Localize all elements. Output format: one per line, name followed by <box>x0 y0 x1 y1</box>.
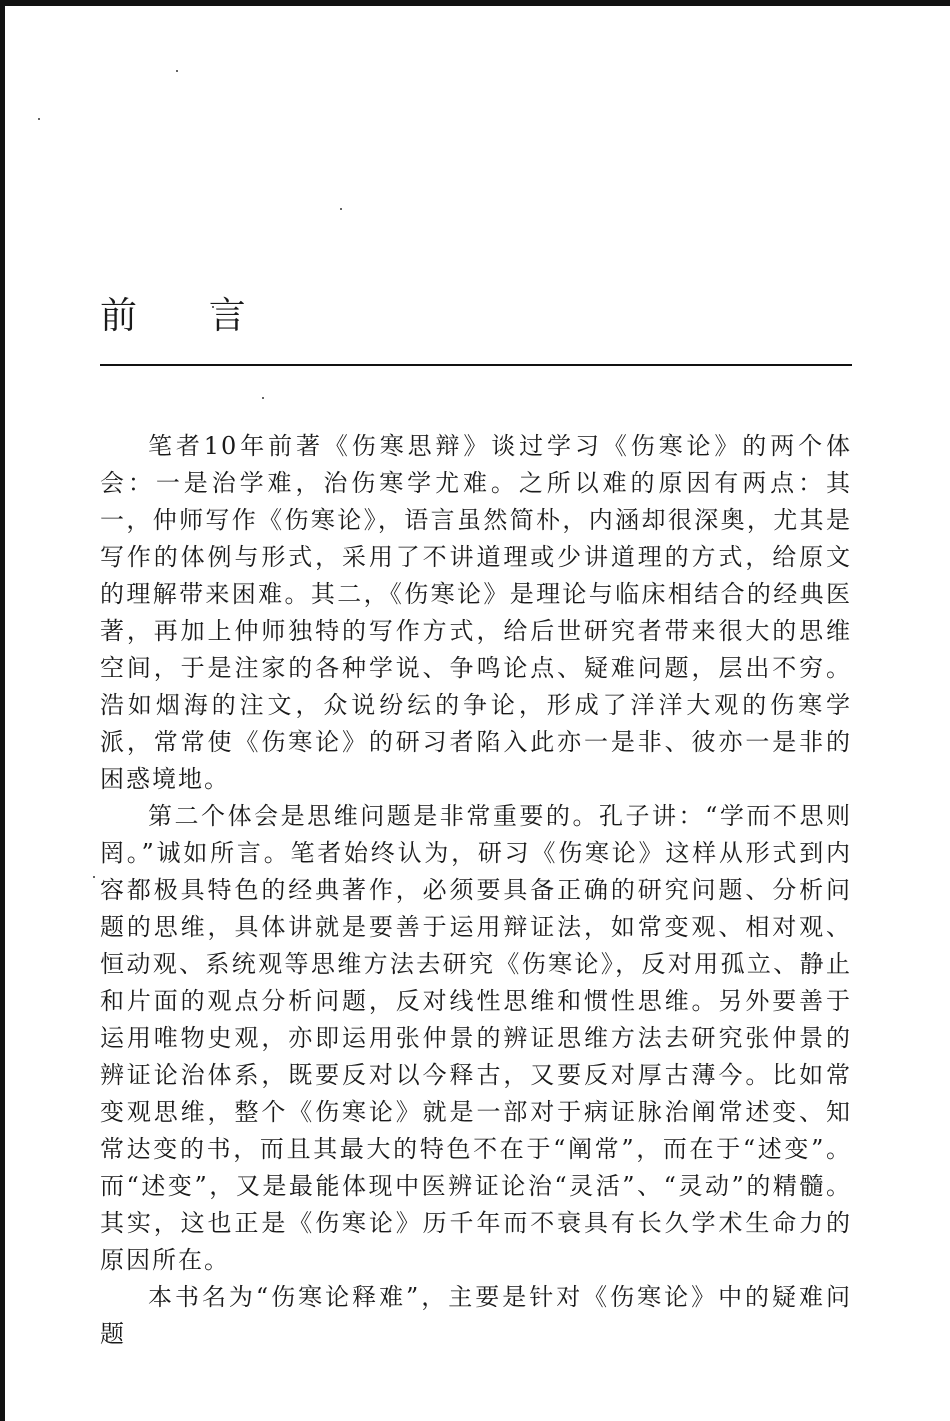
scan-speck <box>38 118 40 120</box>
page-title: 前 言 <box>100 294 276 337</box>
scan-left-border <box>0 0 5 1421</box>
paragraph: 本书名为“伤寒论释难”，主要是针对《伤寒论》中的疑难问题 <box>100 1283 852 1348</box>
scan-speck <box>340 208 342 210</box>
scan-speck <box>93 876 95 878</box>
scan-speck <box>262 397 264 399</box>
title-underline <box>100 364 852 366</box>
body-text <box>100 428 852 1353</box>
paragraph: 笔者10年前著《伤寒思辩》谈过学习《伤寒论》的两个体会：一是治学难，治伤寒学尤难。之所以难的原因有两点：其一，仲师写作《伤寒论》，语言虽然简朴，内涵却很深奥，尤其是写作的体例与形式，采用了不讲道理或少讲道理的方式，给原文的理解带来困难。其二，《伤寒论》是理论与临床相结合的经典医著，再加上仲师独特的写作方式，给后世研究者带来很大的思维空间，于是注家的各种学说、争鸣论点、疑难问题，层出不穷。浩如烟海的注文，众说纷纭的争论，形成了洋洋大观的伤寒学派，常常使《伤寒论》的研习者陷入此亦一是非、彼亦一是非的困惑境地。 <box>100 432 852 793</box>
scan-speck <box>176 70 178 72</box>
paragraph: 第二个体会是思维问题是非常重要的。孔子讲：“学而不思则罔。”诚如所言。笔者始终认为，研习《伤寒论》这样从形式到内容都极具特色的经典著作，必须要具备正确的研究问题、分析问题的思维，具体讲就是要善于运用辩证法，如常变观、相对观、恒动观、系统观等思维方法去研究《伤寒论》，反对用孤立、静止和片面的观点分析问题，反对线性思维和惯性思维。另外要善于运用唯物史观，亦即运用张仲景的辨证思维方法去研究张仲景的辨证论治体系，既要反对以今释古，又要反对厚古薄今。比如常变观思维，整个《伤寒论》就是一部对于病证脉治阐常述变、知常达变的书，而且其最大的特色不在于“阐常”，而在于“述变”。而“述变”，又是最能体现中医辨证论治“灵活”、“灵动”的精髓。其实，这也正是《伤寒论》历千年而不衰具有长久学术生命力的原因所在。 <box>100 802 852 1274</box>
scan-top-border <box>0 0 950 6</box>
